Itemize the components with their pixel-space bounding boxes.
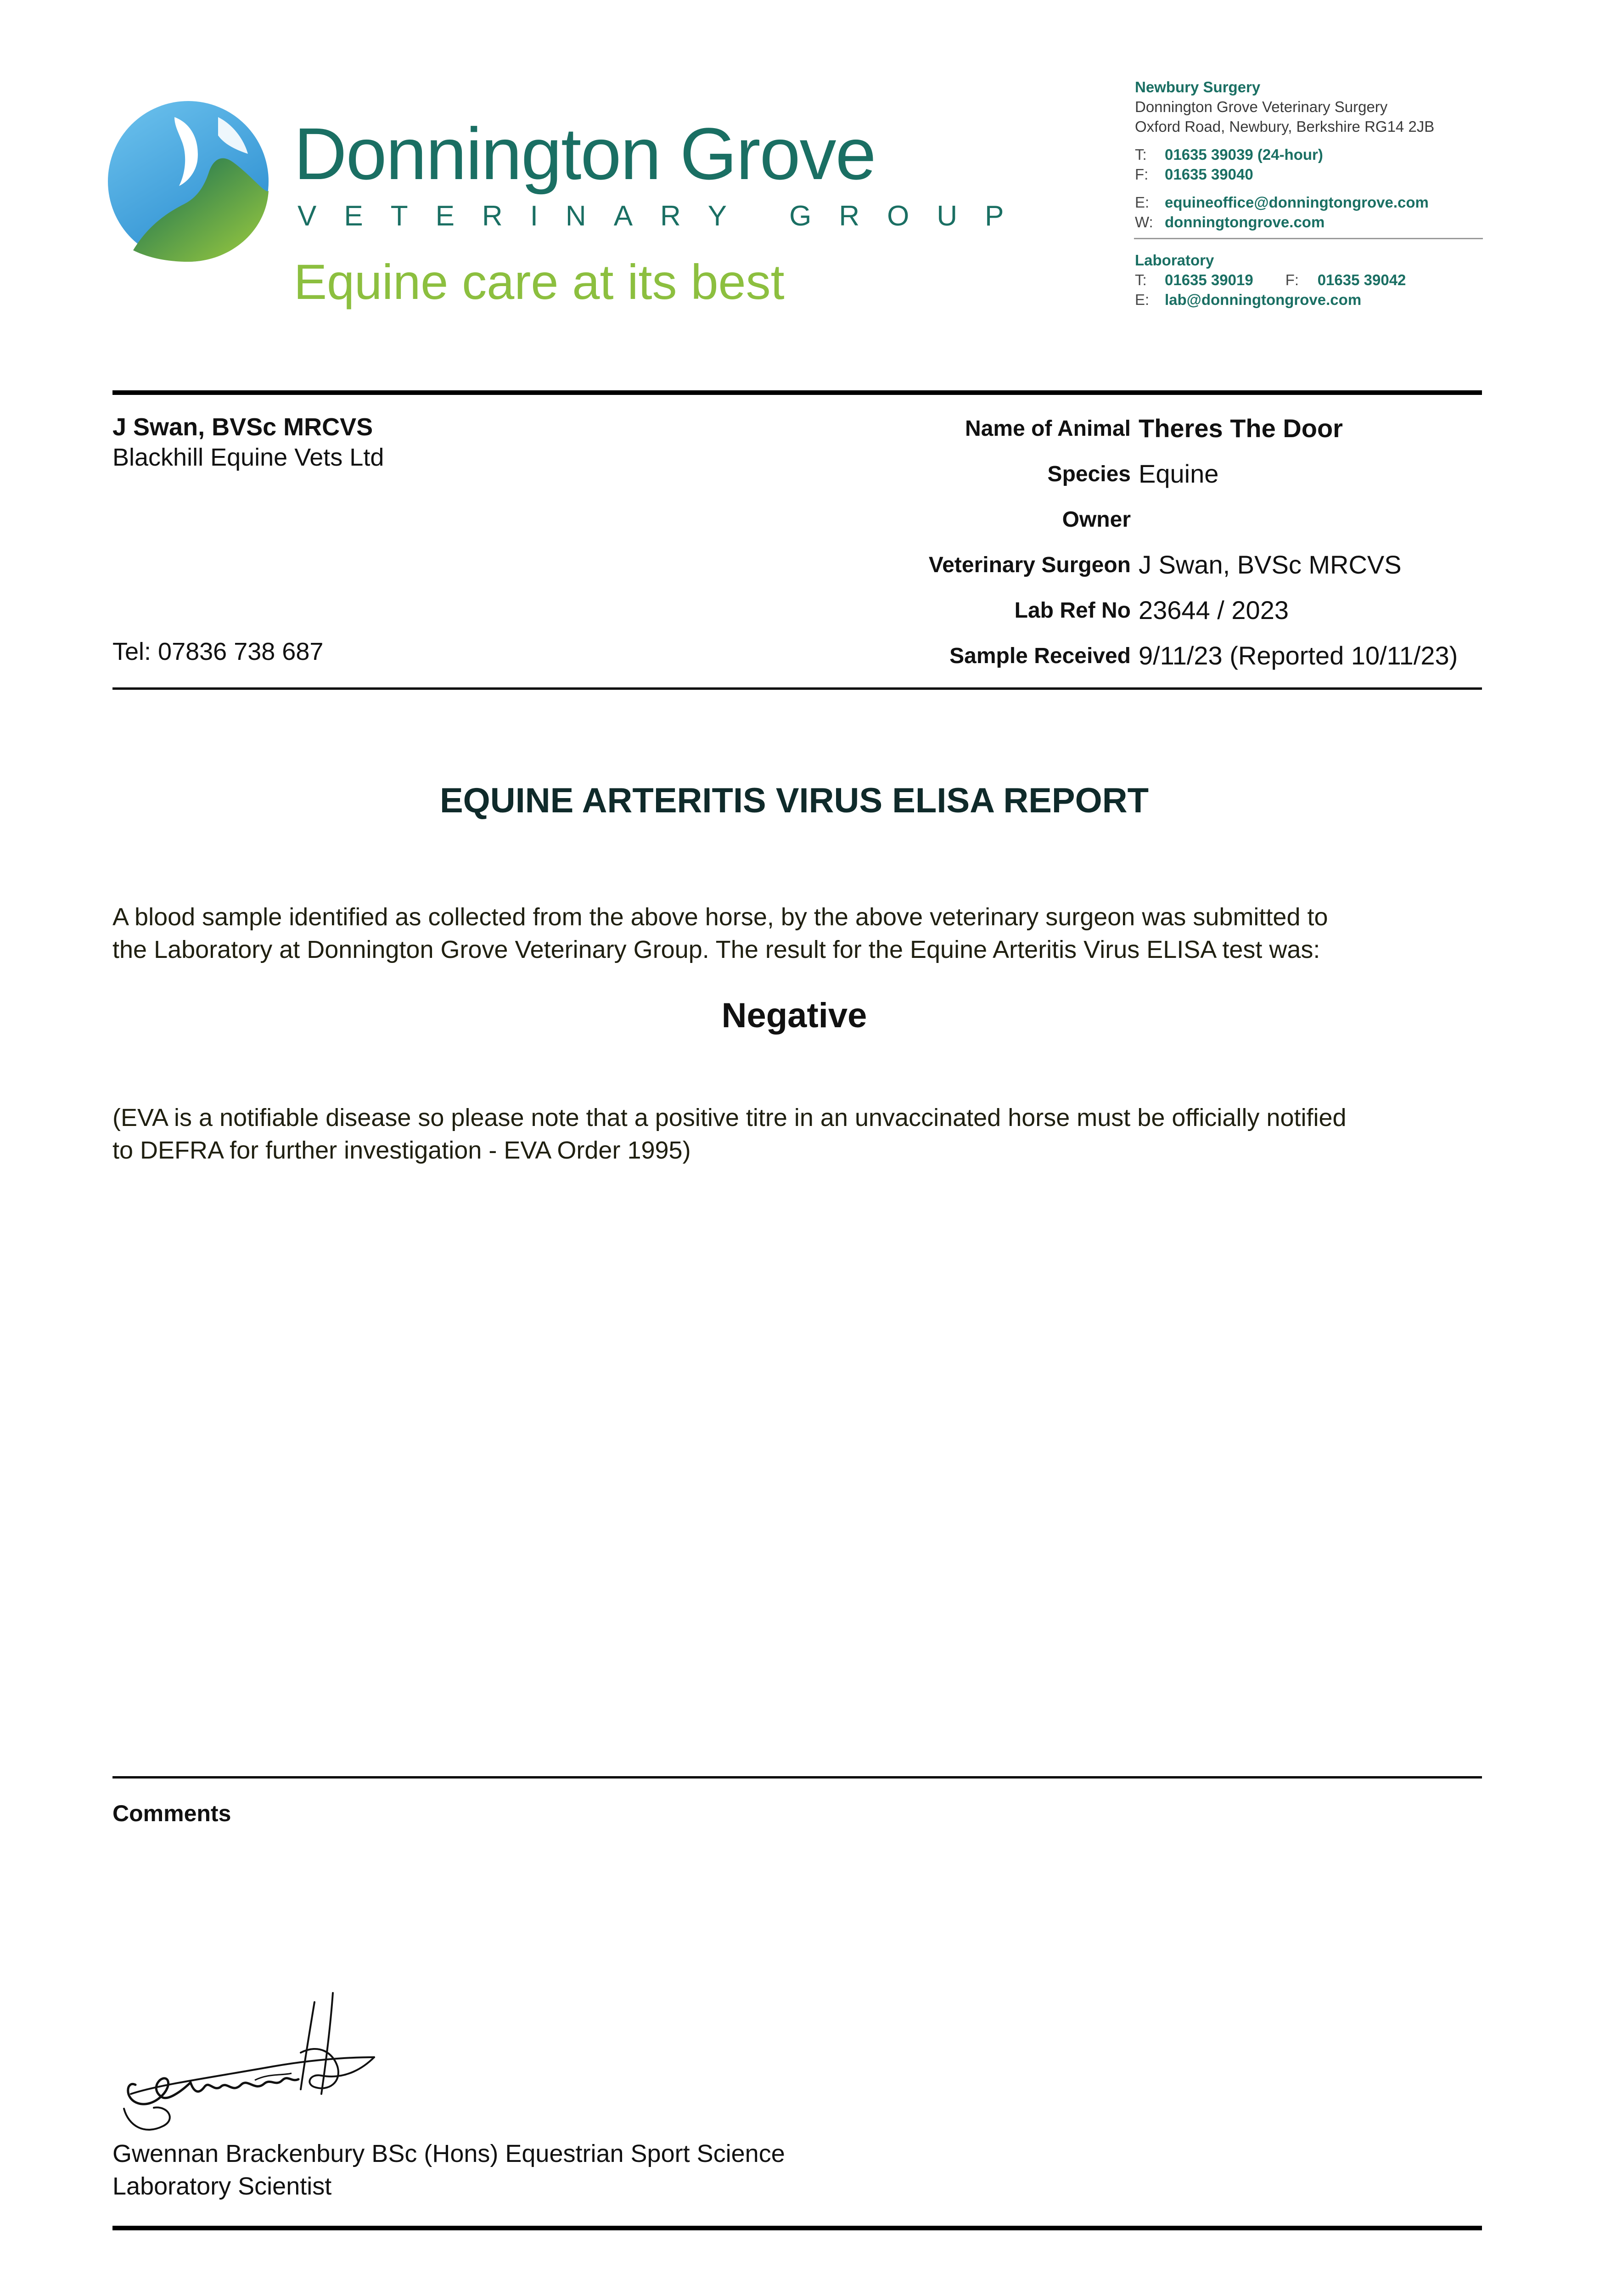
recipient-name: J Swan, BVSc MRCVS xyxy=(112,413,373,441)
surgery-fax-row xyxy=(1135,164,1484,184)
brand-subtitle: VETERINARY GROUP xyxy=(297,200,1032,232)
info-label: Owner xyxy=(1062,507,1131,532)
intro-paragraph xyxy=(112,901,1490,966)
surgery-fax: 01635 39040 xyxy=(1165,166,1253,183)
surgery-phone-row xyxy=(1135,145,1484,164)
lab-ref-value: 23644 / 2023 xyxy=(1139,596,1289,625)
signatory-block xyxy=(112,2138,785,2203)
notifiable-note xyxy=(112,1102,1490,1167)
info-row-owner xyxy=(780,504,1482,536)
lab-email-row xyxy=(1135,290,1484,310)
note-line: (EVA is a notifiable disease so please note that a positive titre in an unvaccinated horse must be officially notified xyxy=(112,1104,1347,1131)
recipient-block xyxy=(112,412,384,473)
recipient-practice: Blackhill Equine Vets Ltd xyxy=(112,444,384,471)
test-result: Negative xyxy=(721,996,867,1035)
info-bottom-rule xyxy=(112,687,1482,690)
laboratory-heading: Laboratory xyxy=(1135,252,1214,269)
comments-rule xyxy=(112,1776,1482,1778)
sample-received-value: 9/11/23 (Reported 10/11/23) xyxy=(1139,641,1458,670)
website-row xyxy=(1135,212,1484,232)
species-value: Equine xyxy=(1139,459,1219,488)
lab-email-link[interactable]: lab@donningtongrove.com xyxy=(1165,291,1362,308)
info-label: Sample Received xyxy=(949,644,1131,668)
signatory-name: Gwennan Brackenbury BSc (Hons) Equestrian Sport Science xyxy=(112,2140,785,2167)
top-rule xyxy=(112,390,1482,395)
intro-line: A blood sample identified as collected from the above horse, by the above veterinary surgeon was submitted to xyxy=(112,903,1328,931)
intro-line: the Laboratory at Donnington Grove Veterinary Group. The result for the Equine Arteritis Virus ELISA test was: xyxy=(112,936,1320,963)
info-row-lab-ref xyxy=(780,595,1482,627)
vet-surgeon-value: J Swan, BVSc MRCVS xyxy=(1139,550,1402,579)
lab-fax-label: F: xyxy=(1285,271,1299,288)
contact-block xyxy=(1135,77,1484,310)
brand-tagline: Equine care at its best xyxy=(294,254,785,310)
surgery-heading: Newbury Surgery xyxy=(1135,79,1261,96)
horse-head-logo-icon xyxy=(106,99,271,264)
address-line-1: Donnington Grove Veterinary Surgery xyxy=(1135,98,1388,115)
report-title: EQUINE ARTERITIS VIRUS ELISA REPORT xyxy=(439,781,1149,820)
bottom-rule xyxy=(112,2226,1482,2230)
signature-image xyxy=(117,1988,402,2140)
info-row-animal-name xyxy=(780,413,1482,445)
surgery-email-link[interactable]: equineoffice@donningtongrove.com xyxy=(1165,194,1429,211)
surgery-email-row xyxy=(1135,192,1484,212)
info-label: Name of Animal xyxy=(965,416,1131,441)
tel-label: T: xyxy=(1135,146,1147,163)
info-row-species xyxy=(780,459,1482,491)
lab-fax: 01635 39042 xyxy=(1317,271,1406,288)
info-row-vet-surgeon xyxy=(780,550,1482,582)
web-label: W: xyxy=(1135,214,1153,231)
signatory-role: Laboratory Scientist xyxy=(112,2172,332,2200)
fax-label: F: xyxy=(1135,166,1149,183)
info-row-sample-received xyxy=(780,641,1482,673)
address-line-2: Oxford Road, Newbury, Berkshire RG14 2JB xyxy=(1135,118,1435,135)
lab-phone[interactable]: 01635 39019 xyxy=(1165,271,1253,288)
info-label: Lab Ref No xyxy=(1014,598,1131,623)
surgery-phone[interactable]: 01635 39039 (24-hour) xyxy=(1165,146,1323,163)
contact-divider xyxy=(1134,238,1483,239)
website-link[interactable]: donningtongrove.com xyxy=(1165,214,1325,231)
comments-label: Comments xyxy=(112,1801,231,1826)
lab-tel-label: T: xyxy=(1135,271,1147,288)
animal-name-value: Theres The Door xyxy=(1139,414,1343,443)
brand-name: Donnington Grove xyxy=(294,113,876,195)
info-label: Veterinary Surgeon xyxy=(928,553,1131,577)
lab-phone-row xyxy=(1135,270,1484,290)
recipient-tel: Tel: 07836 738 687 xyxy=(112,638,324,665)
note-line: to DEFRA for further investigation - EVA Order 1995) xyxy=(112,1137,691,1164)
email-label: E: xyxy=(1135,194,1150,211)
lab-email-label: E: xyxy=(1135,291,1150,308)
info-label: Species xyxy=(1047,462,1131,486)
